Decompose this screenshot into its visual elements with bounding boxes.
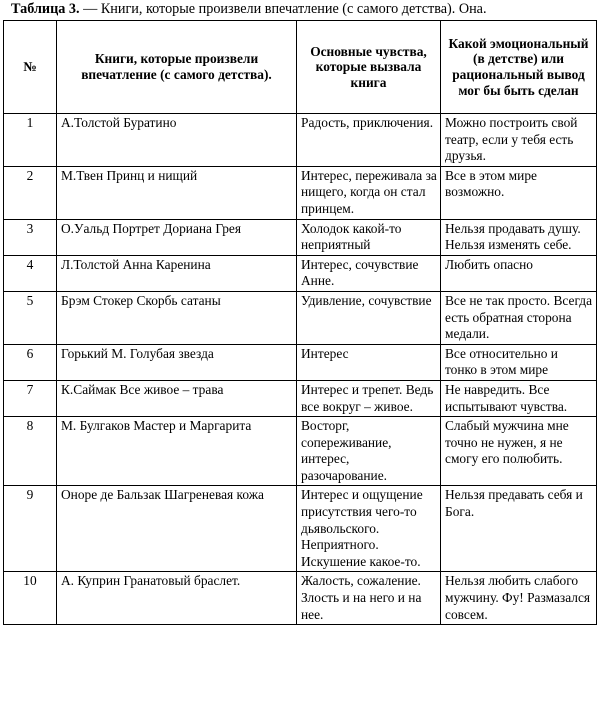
table-row [4, 166, 597, 219]
cell-book: М.Твен Принц и нищий [57, 166, 297, 219]
table-caption [3, 0, 598, 20]
cell-number: 9 [4, 486, 57, 572]
cell-number: 3 [4, 219, 57, 255]
table-row [4, 486, 597, 572]
table-row [4, 219, 597, 255]
cell-feelings: Интерес и ощущение присутствия чего-то дьявольского. Неприятного. Искушение какое-то. [297, 486, 441, 572]
cell-number: 10 [4, 572, 57, 625]
cell-conclusion: Все не так просто. Всегда есть обратная сторона медали. [441, 291, 597, 344]
table-row [4, 380, 597, 416]
cell-conclusion: Слабый мужчина мне точно не нужен, я не смогу его полюбить. [441, 417, 597, 486]
cell-book: А. Куприн Гранатовый браслет. [57, 572, 297, 625]
cell-conclusion: Нельзя продавать душу. Нельзя изменять себе. [441, 219, 597, 255]
table-row [4, 291, 597, 344]
table-row [4, 572, 597, 625]
cell-book: О.Уальд Портрет Дориана Грея [57, 219, 297, 255]
cell-number: 4 [4, 255, 57, 291]
cell-book: Оноре де Бальзак Шагреневая кожа [57, 486, 297, 572]
cell-feelings: Интерес и трепет. Ведь все вокруг – живое. [297, 380, 441, 416]
cell-feelings: Интерес [297, 344, 441, 380]
caption-label: Таблица 3. [11, 1, 80, 17]
cell-book: Л.Толстой Анна Каренина [57, 255, 297, 291]
header-conclusion: Какой эмоциональный (в детстве) или рациональный вывод мог бы быть сделан [441, 21, 597, 114]
table-row [4, 417, 597, 486]
cell-conclusion: Нельзя любить слабого мужчину. Фу! Размазался совсем. [441, 572, 597, 625]
cell-number: 2 [4, 166, 57, 219]
table-header-row [4, 21, 597, 114]
cell-book: М. Булгаков Мастер и Маргарита [57, 417, 297, 486]
table-row [4, 344, 597, 380]
cell-conclusion: Любить опасно [441, 255, 597, 291]
header-number: № [4, 21, 57, 114]
table-row [4, 114, 597, 167]
cell-feelings: Интерес, переживала за нищего, когда он стал принцем. [297, 166, 441, 219]
cell-number: 7 [4, 380, 57, 416]
header-feelings: Основные чувства, которые вызвала книга [297, 21, 441, 114]
cell-book: Горький М. Голубая звезда [57, 344, 297, 380]
cell-conclusion: Можно построить свой театр, если у тебя есть друзья. [441, 114, 597, 167]
cell-number: 8 [4, 417, 57, 486]
cell-number: 1 [4, 114, 57, 167]
cell-feelings: Восторг, сопереживание, интерес, разочарование. [297, 417, 441, 486]
cell-feelings: Радость, приключения. [297, 114, 441, 167]
cell-conclusion: Нельзя предавать себя и Бога. [441, 486, 597, 572]
header-books: Книги, которые произвели впечатление (с самого детства). [57, 21, 297, 114]
cell-book: А.Толстой Буратино [57, 114, 297, 167]
table-body [4, 114, 597, 625]
cell-feelings: Интерес, сочувствие Анне. [297, 255, 441, 291]
cell-conclusion: Все в этом мире возможно. [441, 166, 597, 219]
cell-feelings: Жалость, сожаление. Злость и на него и на нее. [297, 572, 441, 625]
cell-number: 5 [4, 291, 57, 344]
cell-book: Брэм Стокер Скорбь сатаны [57, 291, 297, 344]
cell-number: 6 [4, 344, 57, 380]
cell-conclusion: Все относительно и тонко в этом мире [441, 344, 597, 380]
table-row [4, 255, 597, 291]
cell-feelings: Холодок какой-то неприятный [297, 219, 441, 255]
cell-book: К.Саймак Все живое – трава [57, 380, 297, 416]
books-table [3, 20, 597, 625]
cell-conclusion: Не навредить. Все испытывают чувства. [441, 380, 597, 416]
cell-feelings: Удивление, сочувствие [297, 291, 441, 344]
caption-text: — Книги, которые произвели впечатление (с самого детства). Она. [79, 1, 487, 17]
